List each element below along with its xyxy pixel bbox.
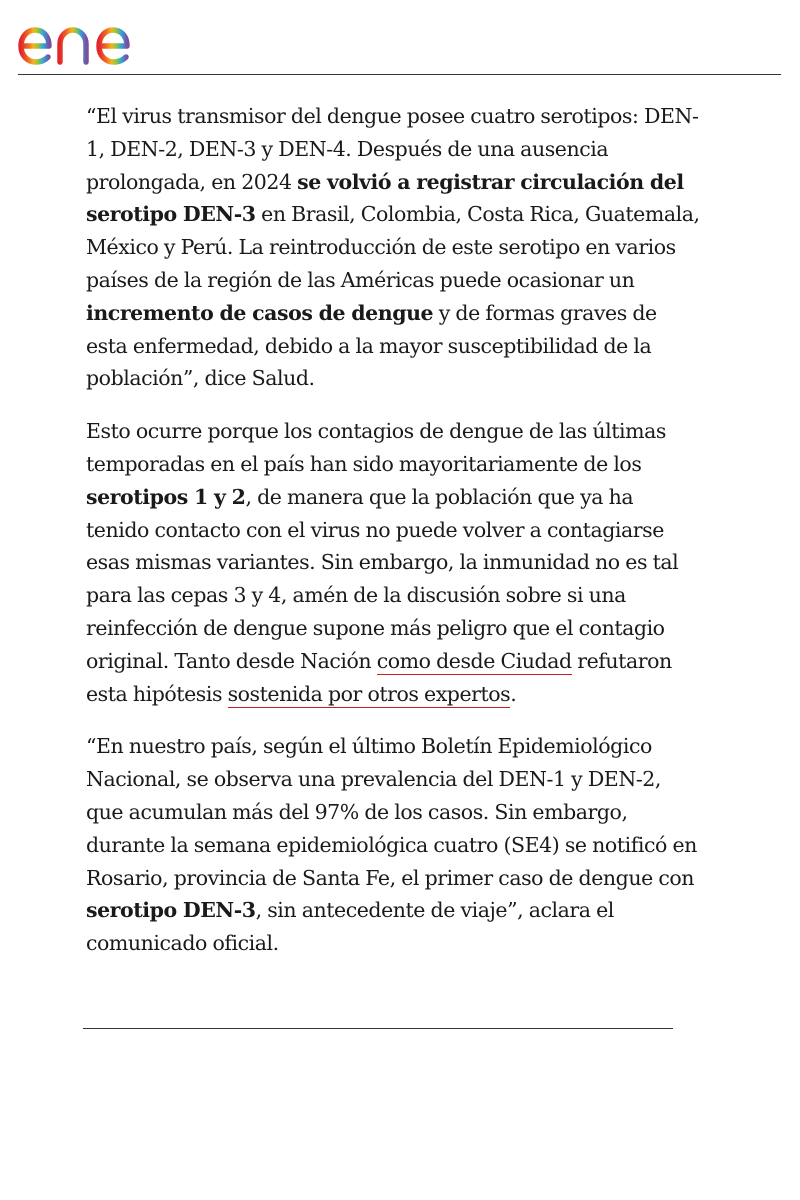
enel-logo-graphic [18,8,170,68]
paragraph-1-text-3: y de formas graves de esta enfermedad, debido a la mayor susceptibilidad de la población”, dice Salud. [86,300,657,391]
link-sostenida-por-otros-expertos[interactable]: sostenida por otros expertos [227,681,511,706]
paragraph-1-text-2: en Brasil, Colombia, Costa Rica, Guatemala, México y Perú. La reintroducción de este serotipo en varios países de la región de las Américas puede ocasionar un [86,202,700,292]
paragraph-3-text-1: “En nuestro país, según el último Boletín Epidemiológico Nacional, se observa una prevalencia del DEN-1 y DEN-2, que acumulan más del 97% de los casos. Sin embargo, durante la semana epidemiológica cuatro (SE4) se notificó en Rosario, provincia de Santa Fe, el primer caso de dengue con [86,734,697,890]
paragraph-1-bold-2: incremento de casos de dengue [86,300,434,325]
paragraph-2-text-1: Esto ocurre porque los contagios de dengue de las últimas temporadas en el país han sido mayoritariamente de los [86,419,666,476]
paragraph-2-bold-1: serotipos 1 y 2 [86,484,246,509]
paragraph-3 [86,730,701,960]
paragraph-2 [86,415,701,710]
paragraph-2-text-4: . [510,681,517,706]
paragraph-2-text-2: , de manera que la población que ya ha tenido contacto con el virus no puede volver a contagiarse esas mismas variantes. Sin embargo, la inmunidad no es tal para las cepas 3 y 4, amén de la discusión sobre si una reinfección de dengue supone más peligro que el contagio original. Tanto desde Nación [86,484,679,673]
paragraph-1-bold-1: se volvió a registrar circulación del serotipo DEN-3 [86,169,684,227]
article-body [86,100,701,980]
enel-logo[interactable] [18,8,170,68]
paragraph-1-text-1: “El virus transmisor del dengue posee cuatro serotipos: DEN-1, DEN-2, DEN-3 y DEN-4. Después de una ausencia prolongada, en 2024 [86,104,699,194]
paragraph-2-text-3: refutaron esta hipótesis [86,648,672,706]
site-header [18,0,781,75]
bottom-divider [83,1028,673,1029]
paragraph-3-text-2: , sin antecedente de viaje”, aclara el comunicado oficial. [86,898,614,956]
paragraph-1 [86,100,701,395]
paragraph-3-bold-1: serotipo DEN-3 [86,898,256,923]
link-como-desde-ciudad[interactable]: como desde Ciudad [376,648,572,673]
